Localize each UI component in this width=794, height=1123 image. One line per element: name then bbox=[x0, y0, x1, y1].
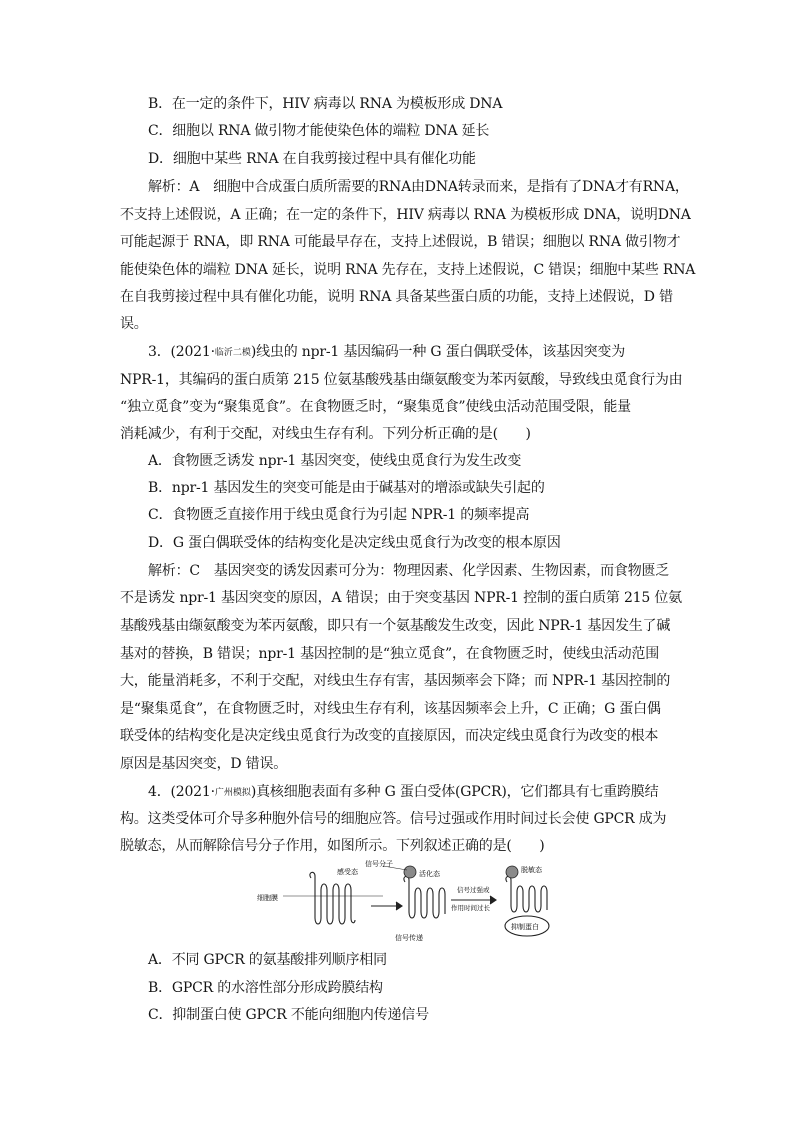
q3-analysis-line: 基酸残基由缬氨酸变为苯丙氨酸，即只有一个氨基酸发生改变，因此 NPR-1 基因发生了碱 bbox=[120, 618, 671, 634]
q2-analysis-line: 解析：A 细胞中合成蛋白质所需要的RNA由DNA转录而来，是指有了DNA才有RNA， bbox=[148, 179, 689, 195]
q3-analysis-line: 是“聚集觅食”，在食物匮乏时，对线虫生存有利，该基因频率会上升，C 正确；G 蛋白偶 bbox=[120, 701, 661, 717]
label-active-state: 活化态 bbox=[419, 870, 440, 878]
q4-number: 4．(2021· bbox=[148, 784, 215, 800]
label-arrow-top: 信号过强或 bbox=[457, 886, 490, 894]
q2-analysis-line: 能使染色体的端粒 DNA 延长，说明 RNA 先存在，支持上述假说，C 错误；细胞中某些 RNA bbox=[120, 262, 696, 278]
label-cell-membrane: 细胞膜 bbox=[257, 894, 278, 902]
label-arrow-bottom: 作用时间过长 bbox=[451, 904, 490, 912]
receptor-receptive-icon bbox=[310, 872, 355, 924]
q2-analysis-line: 不支持上述假说，A 正确；在一定的条件下，HIV 病毒以 RNA 为模板形成 DNA，说明DNA bbox=[120, 207, 691, 223]
q3-option-d: D．G 蛋白偶联受体的结构变化是决定线虫觅食行为改变的根本原因 bbox=[148, 535, 561, 551]
q2-option-b: B．在一定的条件下，HIV 病毒以 RNA 为模板形成 DNA bbox=[148, 96, 503, 112]
q3-option-a: A．食物匮乏诱发 npr-1 基因突变，使线虫觅食行为发生改变 bbox=[148, 453, 522, 469]
q4-source: 广州模拟 bbox=[214, 788, 251, 798]
label-receptive-state: 感受态 bbox=[337, 868, 358, 876]
q3-analysis-line: 原因是基因突变，D 错误。 bbox=[120, 756, 288, 772]
q3-analysis-line: 不是诱发 npr-1 基因突变的原因，A 错误；由于突变基因 NPR-1 控制的蛋白质第 215 位氨 bbox=[120, 590, 682, 606]
q3-stem-line: “独立觅食”变为“聚集觅食”。在食物匮乏时，“聚集觅食”使线虫活动范围受限，能量 bbox=[120, 399, 631, 415]
q4-option-b: B．GPCR 的水溶性部分形成跨膜结构 bbox=[148, 980, 383, 996]
q4-stem-start: )真核细胞表面有多种 G 蛋白受体(GPCR)，它们都具有七重跨膜结 bbox=[250, 784, 659, 800]
q3-stem-line: NPR-1，其编码的蛋白质第 215 位氨基酸残基由缬氨酸变为苯丙氨酸，导致线虫觅食行为由 bbox=[120, 372, 683, 388]
receptor-desensitized-icon bbox=[506, 876, 547, 912]
q3-number: 3．(2021· bbox=[148, 344, 215, 360]
label-signal-transduction: 信号传递 bbox=[395, 934, 423, 942]
q2-analysis-line: 误。 bbox=[120, 316, 148, 332]
q3-option-b: B．npr-1 基因发生的突变可能是由于碱基对的增添或缺失引起的 bbox=[148, 480, 545, 496]
q3-analysis-line: 解析：C 基因突变的诱发因素可分为：物理因素、化学因素、生物因素，而食物匮乏 bbox=[148, 563, 670, 579]
q2-analysis-line: 在自我剪接过程中具有催化功能，说明 RNA 具备某些蛋白质的功能，支持上述假说，D 错 bbox=[120, 289, 673, 305]
q4-stem-line: 脱敏态，从而解除信号分子作用，如图所示。下列叙述正确的是( ) bbox=[120, 838, 545, 854]
q3-source: 临沂二模 bbox=[214, 348, 251, 358]
q3-option-c: C．食物匮乏直接作用于线虫觅食行为引起 NPR-1 的频率提高 bbox=[148, 507, 530, 523]
q2-option-c: C．细胞以 RNA 做引物才能使染色体的端粒 DNA 延长 bbox=[148, 123, 490, 139]
q2-option-d: D．细胞中某些 RNA 在自我剪接过程中具有催化功能 bbox=[148, 151, 476, 167]
q4-stem-line: 构。这类受体可介导多种胞外信号的细胞应答。信号过强或作用时间过长会使 GPCR 成为 bbox=[120, 811, 667, 827]
q4-option-a: A．不同 GPCR 的氨基酸排列顺序相同 bbox=[148, 952, 387, 968]
q3-stem-line: 消耗减少，有利于交配，对线虫生存有利。下列分析正确的是( ) bbox=[120, 426, 531, 442]
q3-stem-start: )线虫的 npr-1 基因编码一种 G 蛋白偶联受体，该基因突变为 bbox=[250, 344, 626, 360]
signal-molecule-icon bbox=[404, 866, 416, 878]
q3-analysis-line: 联受体的结构变化是决定线虫觅食行为改变的直接原因，而决定线虫觅食行为改变的根本 bbox=[120, 728, 659, 744]
q4-stem-first-line bbox=[148, 782, 658, 802]
receptor-active-icon bbox=[404, 876, 445, 918]
label-signal-molecule: 信号分子 bbox=[365, 860, 393, 868]
q3-stem-first-line bbox=[148, 342, 625, 362]
q2-analysis-line: 可能起源于 RNA，即 RNA 可能最早存在，支持上述假说，B 错误；细胞以 RNA 做引物才 bbox=[120, 234, 681, 250]
signal-molecule-icon bbox=[506, 866, 518, 878]
q3-analysis-line: 大，能量消耗多，不利于交配，对线虫生存有害，基因频率会下降；而 NPR-1 基因控制的 bbox=[120, 673, 671, 689]
q3-analysis-line: 基对的替换，B 错误；npr-1 基因控制的是“独立觅食”，在食物匮乏时，使线虫活动范围 bbox=[120, 646, 660, 662]
label-inhibitory-protein: 抑制蛋白 bbox=[511, 923, 539, 931]
q4-option-c: C．抑制蛋白使 GPCR 不能向细胞内传递信号 bbox=[148, 1007, 429, 1023]
label-desensitized-state: 脱敏态 bbox=[521, 866, 542, 874]
gpcr-diagram bbox=[255, 860, 565, 945]
